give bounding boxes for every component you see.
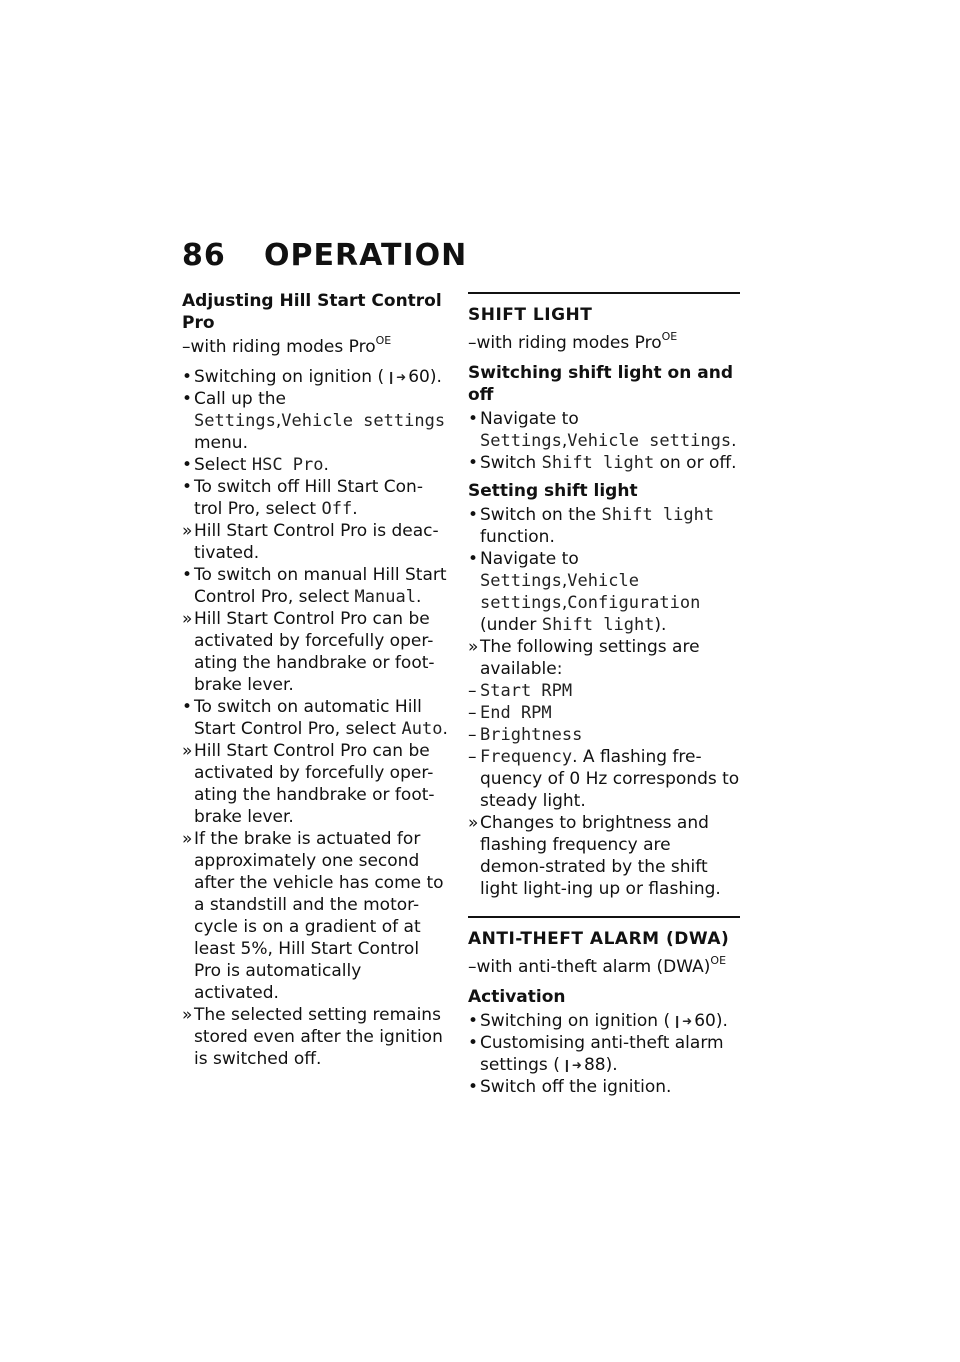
item-text: .	[323, 455, 329, 475]
item-text: To switch off Hill Start Con-trol Pro, select	[194, 477, 423, 519]
list-marker: •	[182, 697, 193, 717]
list-item	[468, 724, 740, 746]
list-marker: •	[182, 565, 193, 585]
item-text: ,	[561, 431, 568, 451]
list-item	[182, 476, 450, 520]
menu-term: Settings	[480, 571, 562, 591]
page-reference-link[interactable]: 60	[408, 367, 430, 387]
list-item	[182, 828, 450, 1004]
menu-term: Auto	[401, 719, 443, 739]
list-item	[182, 388, 450, 454]
left-column	[182, 290, 450, 1070]
shift-light-option-note: –with riding modes Pro$^{OE}$	[468, 330, 678, 353]
list-marker: •	[182, 477, 193, 497]
menu-term: Frequency	[480, 747, 573, 767]
item-text: ,	[561, 593, 568, 613]
item-text: ).	[715, 1011, 728, 1031]
list-item	[182, 740, 450, 828]
page-title: OPERATION	[264, 238, 468, 273]
item-text: Call up the	[194, 389, 287, 409]
item-text: ,	[275, 411, 282, 431]
list-marker: »	[468, 637, 479, 657]
item-text: (under	[480, 615, 542, 635]
menu-term: Vehicle settings	[480, 571, 639, 613]
menu-term: Settings	[194, 411, 276, 431]
menu-term: End RPM	[480, 703, 552, 723]
page-reference-arrow-icon: ❙➜	[672, 1014, 693, 1028]
menu-term: Manual	[354, 587, 416, 607]
list-marker: •	[468, 1077, 479, 1097]
item-text: Switch on the	[480, 505, 602, 525]
list-item	[182, 564, 450, 608]
list-marker: •	[182, 389, 193, 409]
item-text: Switching on ignition (	[194, 367, 385, 387]
list-item	[468, 452, 740, 474]
page-reference-arrow-icon: ❙➜	[386, 370, 407, 384]
item-text: Navigate to	[480, 549, 579, 569]
list-marker: •	[182, 367, 193, 387]
item-text: Switch off the ignition.	[480, 1077, 672, 1097]
item-text: function.	[480, 527, 555, 547]
list-item	[182, 520, 450, 564]
activation-heading: Activation	[468, 987, 566, 1007]
list-item	[468, 548, 740, 636]
item-text: Switching on ignition (	[480, 1011, 671, 1031]
menu-term: Shift light	[541, 453, 655, 473]
menu-term: Brightness	[480, 725, 583, 745]
page-reference-arrow-icon: ❙➜	[561, 1058, 582, 1072]
menu-term: Shift light	[541, 615, 655, 635]
item-text: To switch on automatic Hill Start Control Pro, select	[194, 697, 422, 739]
list-marker: –	[468, 725, 477, 745]
item-text: If the brake is actuated for approximately one second after the vehicle has come to a standstill and the motor-cycle is on a gradient of at least 5%, Hill Start Control Pro is automatically activated.	[194, 829, 444, 1003]
item-text: ).	[605, 1055, 618, 1075]
item-text: ,	[561, 571, 568, 591]
menu-term: Configuration	[567, 593, 701, 613]
item-text: The following settings are available:	[480, 637, 700, 679]
page-number: 86	[182, 238, 226, 273]
hsc-option-note: –with riding modes Pro$^{OE}$	[182, 334, 392, 357]
list-item	[468, 702, 740, 724]
list-marker: –	[468, 703, 477, 723]
activation-steps	[468, 1010, 740, 1098]
item-text: Switch	[480, 453, 542, 473]
list-item	[468, 1010, 740, 1032]
item-text: . A flashing fre-quency of 0 Hz corresponds to steady light.	[480, 747, 740, 811]
shift-light-setting-steps	[468, 504, 740, 900]
list-marker: »	[182, 829, 193, 849]
item-text: Select	[194, 455, 252, 475]
menu-term: HSC Pro	[251, 455, 324, 475]
shift-light-setting-heading: Setting shift light	[468, 481, 638, 501]
item-text: To switch on manual Hill Start Control Pro, select	[194, 565, 447, 607]
item-text: .	[731, 431, 737, 451]
list-marker: •	[468, 453, 479, 473]
menu-term: Vehicle settings	[281, 411, 446, 431]
list-marker: •	[468, 409, 479, 429]
anti-theft-heading: ANTI-THEFT ALARM (DWA)	[468, 916, 740, 950]
oe-marker: OE	[661, 330, 678, 343]
list-marker: •	[468, 1033, 479, 1053]
oe-marker: OE	[375, 334, 392, 347]
right-column	[468, 292, 740, 1098]
page-header	[182, 238, 467, 273]
list-item	[468, 680, 740, 702]
list-item	[468, 1032, 740, 1076]
item-text: .	[442, 719, 448, 739]
list-marker: –	[468, 747, 477, 767]
list-marker: •	[468, 549, 479, 569]
item-text: Changes to brightness and flashing frequency are demon-strated by the shift light light-ing up or flashing.	[480, 813, 721, 899]
menu-term: Vehicle settings	[567, 431, 732, 451]
list-item	[468, 1076, 740, 1098]
item-text: menu.	[194, 433, 248, 453]
item-text: .	[352, 499, 358, 519]
shift-light-onoff-steps	[468, 408, 740, 474]
item-text: on or off.	[654, 453, 737, 473]
menu-term: Start RPM	[480, 681, 573, 701]
list-item	[468, 812, 740, 900]
shift-light-heading: SHIFT LIGHT	[468, 292, 740, 326]
menu-term: Settings	[480, 431, 562, 451]
list-marker: •	[468, 505, 479, 525]
list-item	[182, 1004, 450, 1070]
list-marker: »	[182, 609, 193, 629]
list-marker: »	[468, 813, 479, 833]
list-item	[468, 636, 740, 680]
item-text: The selected setting remains stored even after the ignition is switched off.	[194, 1005, 443, 1069]
list-marker: »	[182, 1005, 193, 1025]
list-marker: •	[468, 1011, 479, 1031]
item-text: Navigate to	[480, 409, 579, 429]
menu-term: Off	[321, 499, 353, 519]
item-text: ).	[429, 367, 442, 387]
item-text: Hill Start Control Pro is deac-tivated.	[194, 521, 439, 563]
list-item	[468, 408, 740, 452]
item-text: Hill Start Control Pro can be activated by forcefully oper-ating the handbrake or foot-brake lever.	[194, 609, 435, 695]
anti-theft-option-note: –with anti-theft alarm (DWA)$^{OE}$	[468, 954, 727, 977]
list-item	[182, 696, 450, 740]
menu-term: Shift light	[601, 505, 715, 525]
item-text: ).	[654, 615, 667, 635]
page-reference-link[interactable]: 60	[694, 1011, 716, 1031]
list-item	[182, 366, 450, 388]
page-reference-link[interactable]: 88	[583, 1055, 606, 1075]
list-item	[468, 504, 740, 548]
list-item	[182, 608, 450, 696]
list-marker: –	[468, 681, 477, 701]
list-marker: •	[182, 455, 193, 475]
list-item	[182, 454, 450, 476]
item-text: .	[415, 587, 422, 607]
list-item	[468, 746, 740, 812]
list-marker: »	[182, 741, 193, 761]
hsc-step-list	[182, 366, 450, 1070]
list-marker: »	[182, 521, 193, 541]
oe-marker: OE	[710, 954, 727, 967]
item-text: Hill Start Control Pro can be activated by forcefully oper-ating the handbrake or foot-brake lever.	[194, 741, 435, 827]
shift-light-onoff-heading: Switching shift light on and off	[468, 363, 734, 405]
item-text: Customising anti-theft alarm settings (	[480, 1033, 724, 1075]
hsc-heading: Adjusting Hill Start Control Pro	[182, 291, 442, 333]
